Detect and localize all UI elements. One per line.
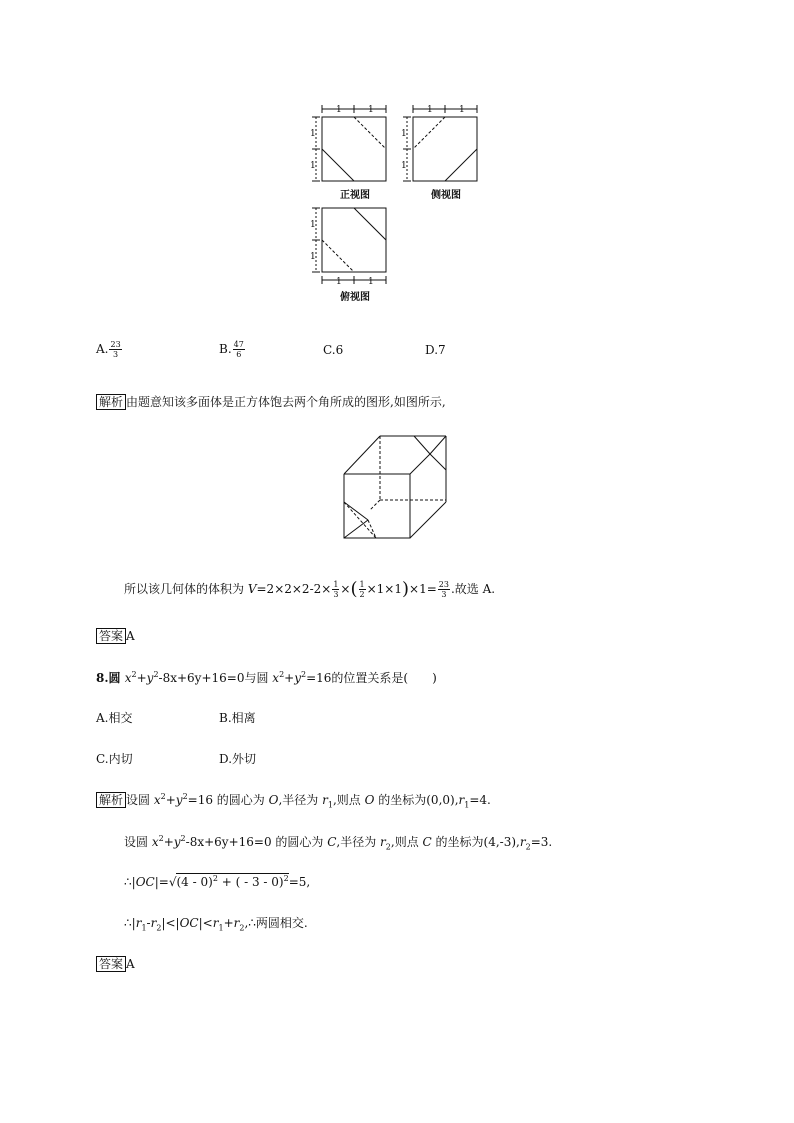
text: ,则点 bbox=[332, 793, 365, 807]
text: 所以该几何体的体积为 bbox=[124, 582, 248, 596]
option-letter: A. bbox=[96, 342, 109, 356]
fraction: $\frac{23}{3}$ bbox=[438, 580, 449, 599]
subscript: 2 bbox=[239, 923, 245, 933]
var: OC bbox=[135, 875, 155, 889]
var: r bbox=[519, 835, 526, 849]
sqrt-sign: √ bbox=[168, 875, 177, 889]
text: -8x+6y+16=0与圆 bbox=[158, 671, 273, 685]
text: 设圆 bbox=[124, 835, 152, 849]
dim-label: 1 bbox=[336, 105, 342, 115]
op: + bbox=[165, 793, 176, 807]
q8-option-a: A.相交 bbox=[96, 711, 133, 725]
q8-solution-line-4 bbox=[124, 915, 308, 931]
subscript: 2 bbox=[156, 923, 162, 933]
variable: V bbox=[247, 582, 257, 596]
solution-text: 由题意知该多面体是正方体饱去两个角所成的图形,如图所示, bbox=[126, 395, 446, 409]
text: |= bbox=[154, 875, 169, 889]
text: × bbox=[340, 582, 351, 596]
q8-stem bbox=[96, 670, 437, 686]
text: 的坐标为(4,-3), bbox=[431, 835, 520, 849]
q8-solution-line-3 bbox=[124, 874, 310, 890]
text: |<| bbox=[161, 916, 180, 930]
text: ,半径为 bbox=[278, 793, 323, 807]
exp: 2 bbox=[131, 670, 137, 679]
var: y bbox=[173, 835, 181, 849]
var: y bbox=[175, 793, 183, 807]
text: =5, bbox=[288, 875, 311, 889]
fraction: $\frac{1}{2}$ bbox=[359, 580, 365, 599]
side-view-label: 侧视图 bbox=[431, 190, 461, 201]
text: + ( - 3 - 0) bbox=[217, 875, 284, 889]
var: x bbox=[272, 671, 280, 685]
dim-label: 1 bbox=[310, 252, 316, 262]
var: y bbox=[146, 671, 154, 685]
var: r bbox=[380, 835, 386, 849]
dim-label: 1 bbox=[368, 105, 374, 115]
option-letter: B. bbox=[219, 342, 232, 356]
three-views-figure bbox=[300, 100, 490, 310]
var: x bbox=[151, 835, 159, 849]
fraction: $\frac{47}{6}$ bbox=[233, 340, 244, 359]
var: r bbox=[150, 916, 157, 930]
var: OC bbox=[179, 916, 199, 930]
text: -8x+6y+16=0 的圆心为 bbox=[185, 835, 328, 849]
dim-label: 1 bbox=[401, 161, 407, 171]
text: ,半径为 bbox=[336, 835, 381, 849]
text: ∴| bbox=[124, 916, 136, 930]
exp: 2 bbox=[153, 670, 159, 679]
var: x bbox=[124, 671, 132, 685]
text: ×1= bbox=[409, 582, 437, 596]
op: + bbox=[136, 671, 147, 685]
text: 的坐标为(0,0), bbox=[374, 793, 459, 807]
exp: 2 bbox=[180, 834, 186, 843]
exp: 2 bbox=[160, 792, 166, 801]
dim-label: 1 bbox=[459, 105, 465, 115]
q8-option-b: B.相离 bbox=[219, 711, 256, 725]
paren: ) bbox=[401, 578, 410, 600]
exp: 2 bbox=[158, 834, 164, 843]
subscript: 1 bbox=[327, 800, 333, 810]
q8-solution-line-1 bbox=[96, 792, 491, 808]
analysis-tag: 解析 bbox=[96, 792, 126, 808]
dim-label: 1 bbox=[427, 105, 433, 115]
fraction: $\frac{23}{3}$ bbox=[110, 340, 121, 359]
dim-label: 1 bbox=[310, 161, 316, 171]
op: + bbox=[223, 916, 234, 930]
var: y bbox=[294, 671, 302, 685]
dim-label: 1 bbox=[310, 129, 316, 139]
var: r bbox=[233, 916, 240, 930]
text: =2×2×2-2× bbox=[256, 582, 332, 596]
var: C bbox=[422, 835, 432, 849]
dim-label: 1 bbox=[368, 277, 374, 287]
paren: ( bbox=[350, 578, 358, 600]
exp: 2 bbox=[283, 874, 289, 883]
q8-option-c: C.内切 bbox=[96, 752, 133, 766]
text: (4 - 0) bbox=[176, 875, 213, 889]
text: ,则点 bbox=[390, 835, 423, 849]
op: - bbox=[146, 916, 151, 930]
dim-label: 1 bbox=[310, 220, 316, 230]
var: x bbox=[153, 793, 161, 807]
exp: 2 bbox=[212, 874, 218, 883]
op: + bbox=[284, 671, 295, 685]
truncated-cube-figure bbox=[338, 430, 454, 542]
q7-option-d: D.7 bbox=[425, 343, 446, 357]
subscript: 1 bbox=[218, 923, 224, 933]
text: =3. bbox=[530, 835, 553, 849]
text: ∴| bbox=[124, 875, 136, 889]
exp: 2 bbox=[182, 792, 188, 801]
q7-answer-line bbox=[96, 628, 135, 644]
text: =4. bbox=[469, 793, 491, 807]
question-number: 8.圆 bbox=[96, 671, 125, 685]
q7-solution-line bbox=[96, 394, 446, 410]
q8-solution-line-2 bbox=[124, 834, 552, 850]
text: .故选 A. bbox=[450, 582, 496, 596]
q8-option-d: D.外切 bbox=[219, 752, 257, 766]
exp: 2 bbox=[301, 670, 307, 679]
fraction: $\frac{1}{3}$ bbox=[333, 580, 339, 599]
answer-tag: 答案 bbox=[96, 628, 126, 644]
var: r bbox=[322, 793, 328, 807]
q8-answer-line bbox=[96, 956, 135, 972]
subscript: 1 bbox=[141, 923, 147, 933]
analysis-tag: 解析 bbox=[96, 394, 126, 410]
sqrt-radicand bbox=[176, 873, 288, 889]
var: r bbox=[212, 916, 219, 930]
subscript: 1 bbox=[464, 800, 470, 810]
answer-value: A bbox=[126, 629, 135, 643]
var: r bbox=[458, 793, 465, 807]
q7-volume-line bbox=[124, 577, 495, 602]
answer-tag: 答案 bbox=[96, 956, 126, 972]
q7-option-c: C.6 bbox=[323, 343, 344, 357]
subscript: 2 bbox=[385, 842, 391, 852]
subscript: 2 bbox=[525, 842, 531, 852]
exp: 2 bbox=[279, 670, 285, 679]
front-view-label: 正视图 bbox=[340, 190, 370, 201]
op: + bbox=[163, 835, 174, 849]
text: ,∴两圆相交. bbox=[244, 916, 308, 930]
q7-option-b bbox=[219, 340, 246, 359]
var: O bbox=[364, 793, 375, 807]
text: =16的位置关系是( ) bbox=[306, 671, 437, 685]
dim-label: 1 bbox=[401, 129, 407, 139]
answer-value: A bbox=[126, 957, 135, 971]
text: ×1×1 bbox=[366, 582, 402, 596]
q7-option-a bbox=[96, 340, 123, 359]
var: C bbox=[327, 835, 337, 849]
top-view-label: 俯视图 bbox=[340, 292, 370, 303]
var: O bbox=[268, 793, 279, 807]
text: 设圆 bbox=[126, 793, 154, 807]
text: |< bbox=[198, 916, 213, 930]
var: r bbox=[135, 916, 142, 930]
text: =16 的圆心为 bbox=[187, 793, 269, 807]
dim-label: 1 bbox=[336, 277, 342, 287]
